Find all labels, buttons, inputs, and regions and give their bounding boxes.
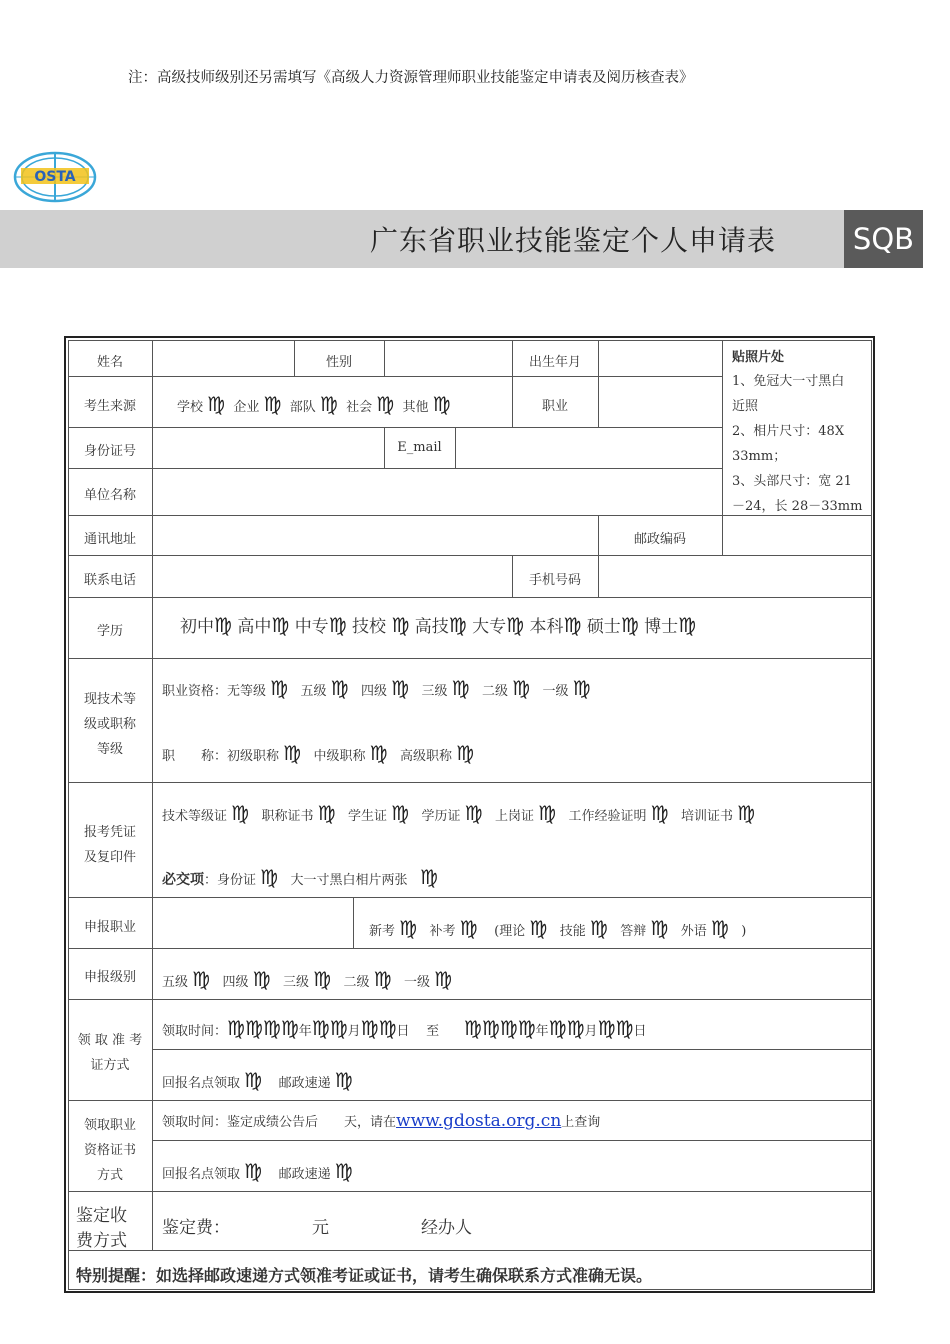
photo-rule: 3、头部尺寸：宽 21: [732, 474, 852, 489]
id-label: 身份证号: [83, 444, 136, 459]
date-digit-box[interactable]: ♍: [499, 1016, 518, 1040]
grid-line: [68, 1250, 872, 1251]
ticket-method: 回报名点领取 ♍ 邮政速递 ♍: [162, 1068, 353, 1092]
checkbox-no-level[interactable]: ♍: [270, 676, 289, 700]
photo-rule: 1、免冠大一寸黑白: [732, 374, 845, 389]
grid-line: [68, 782, 872, 783]
osta-logo: [13, 150, 97, 204]
grid-line: [68, 597, 872, 598]
source-options: 学校 ♍ 企业 ♍ 部队 ♍ 社会 ♍ 其他 ♍: [177, 392, 451, 416]
date-digit-box[interactable]: ♍: [481, 1016, 500, 1040]
grid-line: [68, 658, 872, 659]
checkbox-work-proof[interactable]: ♍: [650, 801, 669, 825]
checkbox-mid-title[interactable]: ♍: [369, 741, 388, 765]
gender-label: 性别: [325, 355, 352, 370]
apply-job-field[interactable]: [158, 903, 348, 943]
grid-line: [68, 897, 872, 898]
grid-line: [152, 1049, 872, 1050]
credentials-label: 报考凭证: [83, 825, 136, 840]
credential-options: 技术等级证 ♍ 职称证书 ♍ 学生证 ♍ 学历证 ♍ 上岗证 ♍ 工作经验证明 ♍ 培训证书 ♍: [162, 801, 756, 825]
apply-level-label: 申报级别: [83, 970, 136, 985]
fee-handler: 经办人: [421, 1218, 472, 1238]
grid-line: [68, 1100, 872, 1101]
education-options: 初中♍ 高中♍ 中专♍ 技校 ♍ 高技♍ 大专♍ 本科♍ 硕士♍ 博士♍: [180, 613, 697, 637]
checkbox-junior-title[interactable]: ♍: [283, 741, 302, 765]
birth-field[interactable]: [604, 346, 718, 372]
checkbox-apply-5[interactable]: ♍: [192, 967, 211, 991]
grid-line: [68, 555, 872, 556]
tech-level-label: 现技术等: [83, 692, 136, 707]
checkbox-training-cert[interactable]: ♍: [737, 801, 756, 825]
postcode-field[interactable]: [728, 520, 866, 550]
checkbox-apply-3[interactable]: ♍: [313, 967, 332, 991]
checkbox-senior[interactable]: ♍: [271, 613, 290, 637]
grid-line: [68, 427, 722, 428]
grid-line: [68, 468, 722, 469]
fee-amount-label: 鉴定费：: [162, 1218, 230, 1238]
occupation-label: 职业: [541, 399, 568, 414]
date-digit-box[interactable]: ♍: [378, 1016, 397, 1040]
checkbox-apply-2[interactable]: ♍: [373, 967, 392, 991]
qualification-options: 职业资格：无等级 ♍ 五级 ♍ 四级 ♍ 三级 ♍ 二级 ♍ 一级 ♍: [162, 676, 591, 700]
checkbox-senior-title[interactable]: ♍: [456, 741, 475, 765]
mobile-field[interactable]: [604, 561, 866, 591]
checkbox-senior-tech[interactable]: ♍: [448, 613, 467, 637]
email-label: E_mail: [397, 440, 442, 455]
apply-level-options: 五级 ♍ 四级 ♍ 三级 ♍ 二级 ♍ 一级 ♍: [162, 967, 453, 991]
date-digit-box[interactable]: ♍: [360, 1016, 379, 1040]
checkbox-ticket-post[interactable]: ♍: [334, 1068, 353, 1092]
mobile-label: 手机号码: [528, 573, 581, 588]
checkbox-cert-pickup[interactable]: ♍: [244, 1159, 263, 1183]
grid-line: [455, 427, 456, 468]
checkbox-doctor[interactable]: ♍: [678, 613, 697, 637]
fee-unit: 元: [312, 1218, 329, 1238]
checkbox-new-exam[interactable]: ♍: [399, 916, 418, 940]
checkbox-level-2[interactable]: ♍: [512, 676, 531, 700]
date-digit-box[interactable]: ♍: [227, 1016, 245, 1040]
title-options: 职 称：初级职称 ♍ 中级职称 ♍ 高级职称 ♍: [162, 741, 475, 765]
grid-line: [152, 1140, 872, 1141]
address-field[interactable]: [158, 520, 594, 550]
grid-line: [68, 376, 722, 377]
checkbox-level-5[interactable]: ♍: [330, 676, 349, 700]
special-reminder: 特别提醒：如选择邮政速递方式领准考证或证书，请考生确保联系方式准确无误。: [76, 1266, 653, 1285]
grid-line: [353, 897, 354, 948]
grid-line: [384, 340, 385, 376]
checkbox-master[interactable]: ♍: [620, 613, 639, 637]
grid-line: [68, 999, 872, 1000]
checkbox-school[interactable]: ♍: [207, 392, 226, 416]
checkbox-student-card[interactable]: ♍: [391, 801, 410, 825]
address-label: 通讯地址: [83, 532, 136, 547]
grid-line: [722, 340, 723, 515]
date-digit-box[interactable]: ♍: [280, 1016, 299, 1040]
form-title: 广东省职业技能鉴定个人申请表: [370, 224, 777, 257]
fee-label: 鉴定收: [76, 1206, 127, 1226]
date-digit-box[interactable]: ♍: [262, 1016, 281, 1040]
ticket-label: 证方式: [90, 1058, 130, 1073]
checkbox-junior[interactable]: ♍: [214, 613, 232, 637]
grid-line: [68, 1191, 872, 1192]
cert-label: 领取职业: [83, 1118, 136, 1133]
checkbox-apply-4[interactable]: ♍: [252, 967, 271, 991]
cert-label: 资格证书: [83, 1143, 136, 1158]
email-field[interactable]: [461, 432, 718, 462]
ticket-label: 领 取 准 考: [77, 1033, 143, 1048]
grid-line: [68, 340, 872, 341]
svg-text:OSTA: OSTA: [34, 169, 76, 185]
photo-rule: 33mm；: [732, 449, 787, 464]
cert-time: 领取时间：鉴定成绩公告后 天，请在www.gdosta.org.cn上查询: [162, 1111, 601, 1131]
gdosta-link[interactable]: www.gdosta.org.cn: [396, 1111, 562, 1131]
date-digit-box[interactable]: ♍: [311, 1016, 330, 1040]
grid-line: [152, 340, 153, 1250]
grid-line: [722, 515, 723, 555]
cert-method: 回报名点领取 ♍ 邮政速递 ♍: [162, 1159, 353, 1183]
checkbox-society[interactable]: ♍: [376, 392, 395, 416]
photo-title: 贴照片处: [732, 350, 785, 365]
checkbox-other[interactable]: ♍: [432, 392, 451, 416]
credentials-label: 及复印件: [83, 850, 136, 865]
checkbox-retake[interactable]: ♍: [459, 916, 478, 940]
required-items: 必交项：身份证 ♍ 大一寸黑白相片两张 ♍: [162, 865, 438, 889]
checkbox-ticket-pickup[interactable]: ♍: [244, 1068, 263, 1092]
checkbox-level-1[interactable]: ♍: [572, 676, 591, 700]
occupation-field[interactable]: [604, 382, 718, 422]
date-digit-box[interactable]: ♍: [517, 1016, 536, 1040]
education-label: 学历: [96, 624, 123, 639]
date-digit-box[interactable]: ♍: [463, 1016, 482, 1040]
checkbox-skill-cert[interactable]: ♍: [231, 801, 250, 825]
checkbox-bachelor[interactable]: ♍: [563, 613, 582, 637]
grid-line: [68, 515, 872, 516]
checkbox-diploma[interactable]: ♍: [464, 801, 483, 825]
checkbox-tech-school[interactable]: ♍: [391, 613, 410, 637]
unit-label: 单位名称: [83, 488, 136, 503]
postcode-label: 邮政编码: [633, 532, 686, 547]
grid-line: [68, 948, 872, 949]
checkbox-language[interactable]: ♍: [710, 916, 729, 940]
birth-label: 出生年月: [528, 355, 581, 370]
checkbox-enterprise[interactable]: ♍: [263, 392, 282, 416]
source-label: 考生来源: [83, 399, 136, 414]
checkbox-photos[interactable]: ♍: [419, 865, 438, 889]
name-field[interactable]: [158, 346, 290, 372]
tech-level-label: 级或职称: [83, 717, 136, 732]
date-digit-box[interactable]: ♍: [329, 1016, 348, 1040]
checkbox-defense[interactable]: ♍: [650, 916, 669, 940]
checkbox-level-3[interactable]: ♍: [451, 676, 470, 700]
phone-field[interactable]: [158, 561, 508, 591]
cert-label: 方式: [96, 1168, 123, 1183]
date-digit-box[interactable]: ♍: [548, 1016, 567, 1040]
grid-line: [871, 340, 872, 1290]
tech-level-label: 等级: [96, 742, 123, 757]
fee-label: 费方式: [76, 1231, 127, 1251]
grid-line: [598, 555, 599, 597]
header-note: 注：高级技师级别还另需填写《高级人力资源管理师职业技能鉴定申请表及阅历核查表》: [128, 70, 694, 86]
checkbox-post-cert[interactable]: ♍: [538, 801, 557, 825]
unit-field[interactable]: [158, 474, 718, 510]
checkbox-army[interactable]: ♍: [319, 392, 338, 416]
checkbox-skill[interactable]: ♍: [589, 916, 608, 940]
date-digit-box[interactable]: ♍: [566, 1016, 585, 1040]
name-label: 姓名: [96, 355, 123, 370]
date-digit-box[interactable]: ♍: [615, 1016, 634, 1040]
date-digit-box[interactable]: ♍: [597, 1016, 616, 1040]
date-digit-box[interactable]: ♍: [244, 1016, 263, 1040]
apply-job-label: 申报职业: [83, 920, 136, 935]
checkbox-id-card[interactable]: ♍: [260, 865, 279, 889]
photo-rule: 近照: [732, 399, 759, 414]
grid-line: [598, 340, 599, 427]
checkbox-apply-1[interactable]: ♍: [434, 967, 453, 991]
grid-line: [68, 1289, 872, 1290]
checkbox-level-4[interactable]: ♍: [391, 676, 410, 700]
checkbox-tech-secondary[interactable]: ♍: [328, 613, 347, 637]
ticket-time: 领取时间：♍♍♍♍年♍♍月♍♍日 至 ♍♍♍♍年♍♍月♍♍日: [162, 1016, 647, 1040]
photo-rule: －24，长 28－33mm: [732, 499, 863, 514]
id-field[interactable]: [158, 432, 380, 462]
photo-rule: 2、相片尺寸：48X: [732, 424, 845, 439]
checkbox-cert-post[interactable]: ♍: [334, 1159, 353, 1183]
checkbox-theory[interactable]: ♍: [529, 916, 548, 940]
exam-type-options: 新考 ♍ 补考 ♍ (理论 ♍ 技能 ♍ 答辩 ♍ 外语 ♍ ): [369, 916, 747, 940]
checkbox-title-cert[interactable]: ♍: [317, 801, 336, 825]
gender-field[interactable]: [390, 346, 508, 372]
form-code: SQB: [844, 210, 923, 268]
phone-label: 联系电话: [83, 573, 136, 588]
checkbox-college[interactable]: ♍: [506, 613, 525, 637]
